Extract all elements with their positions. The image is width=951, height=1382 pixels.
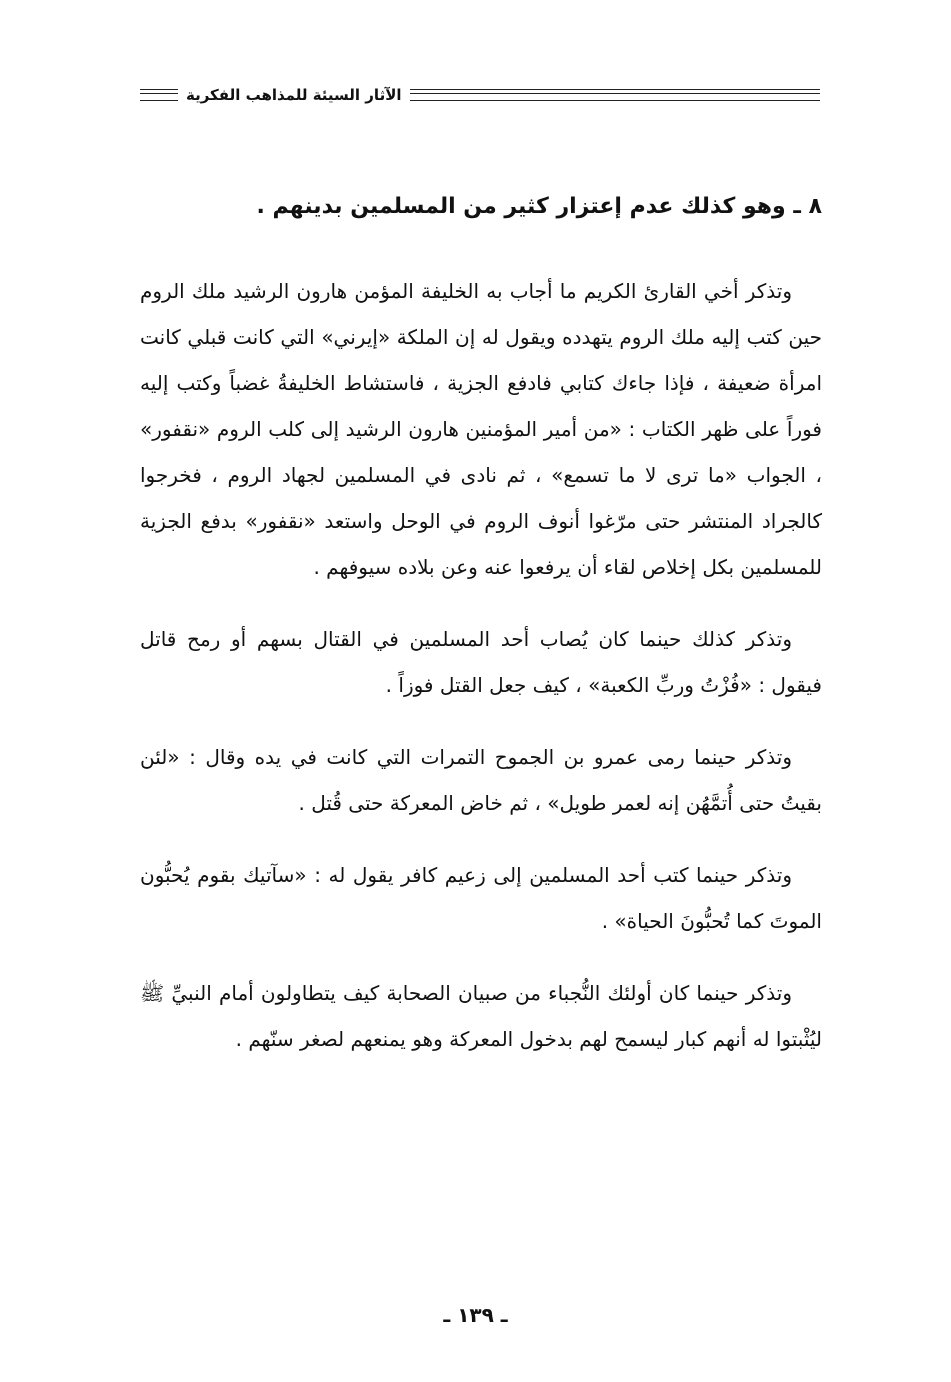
- page-body: [140, 180, 822, 1088]
- running-header: [140, 84, 820, 106]
- paragraph-young-companions: وتذكر حينما كان أولئك النُّجباء من صبيان الصحابة كيف يتطاولون أمام النبيِّ ﷺ ليُثْبتوا له أنهم كبار ليسمح لهم بدخول المعركة وهو يمنعهم لصغر سنّهم .: [140, 981, 822, 1051]
- header-ornament-rule-left: [140, 89, 178, 101]
- paragraph-harun-al-rashid: وتذكر أخي القارئ الكريم ما أجاب به الخليفة المؤمن هارون الرشيد ملك الروم حين كتب إليه ملك الروم يتهدده ويقول له إن الملكة «إيرني» التي كانت قبلي كانت امرأة ضعيفة ، فإذا جاءك كتابي فادفع الجزية ، فاستشاط الخليفةُ غضباً وكتب إليه فوراً على ظهر الكتاب : «من أمير المؤمنين هارون الرشيد إلى كلب الروم «نقفور» ، الجواب «ما ترى لا ما تسمع» ، ثم نادى في المسلمين لجهاد الروم ، فخرجوا كالجراد المنتشر حتى مرّغوا أنوف الروم في الوحل واستعد «نقفور» بدفع الجزية للمسلمين بكل إخلاص لقاء أن يرفعوا عنه وعن بلاده سيوفهم .: [140, 279, 822, 579]
- paragraph-fuztu: وتذكر كذلك حينما كان يُصاب أحد المسلمين في القتال بسهم أو رمح قاتل فيقول : «فُزْتُ وربِّ الكعبة» ، كيف جعل القتل فوزاً .: [140, 627, 822, 697]
- paragraph-amr-ibn-al-jamuh: وتذكر حينما رمى عمرو بن الجموح التمرات التي كانت في يده وقال : «لئن بقيتُ حتى أُتمَّهُن إنه لعمر طويل» ، ثم خاض المعركة حتى قُتل .: [140, 745, 822, 815]
- running-header-title: الآثار السيئة للمذاهب الفكرية: [186, 86, 402, 104]
- page-number: ـ ١٣٩ ـ: [443, 1303, 508, 1327]
- section-heading: ٨ ـ وهو كذلك عدم إعتزار كثير من المسلمين بدينهم .: [256, 194, 822, 219]
- paragraph-letter-to-leader: وتذكر حينما كتب أحد المسلمين إلى زعيم كافر يقول له : «سآتيك بقوم يُحبُّون الموتَ كما تُحبُّونَ الحياة» .: [140, 863, 822, 933]
- header-ornament-rule-right: [410, 89, 820, 101]
